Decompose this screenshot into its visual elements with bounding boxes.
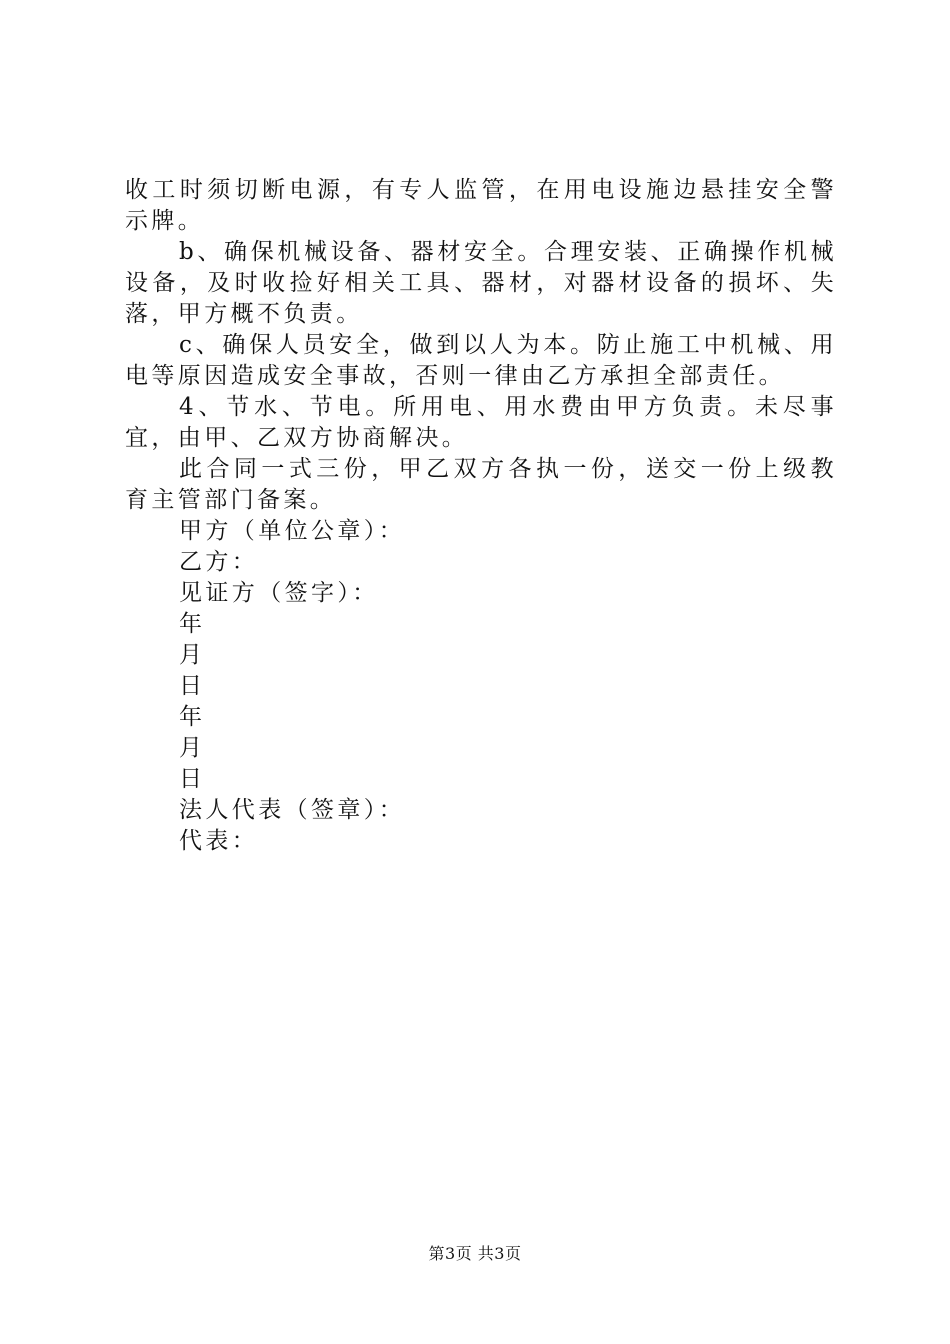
date-year-2: 年 bbox=[179, 704, 206, 730]
signature-witness: 见证方（签字）： bbox=[179, 580, 379, 606]
date-day-2: 日 bbox=[179, 766, 206, 792]
paragraph-personnel-safety: c、确保人员安全，做到以人为本。防止施工中机械、用电等原因造成安全事故，否则一律由乙方承担全部责任。 bbox=[125, 332, 837, 389]
date-month-1: 月 bbox=[179, 642, 206, 668]
paragraph-contract-copies: 此合同一式三份，甲乙双方各执一份，送交一份上级教育主管部门备案。 bbox=[125, 456, 837, 513]
signature-party-a: 甲方（单位公章）： bbox=[179, 518, 406, 544]
paragraph-equipment-safety: b、确保机械设备、器材安全。合理安装、正确操作机械设备，及时收捡好相关工具、器材，对器材设备的损坏、失落，甲方概不负责。 bbox=[125, 239, 837, 327]
date-year-1: 年 bbox=[179, 611, 206, 637]
document-body bbox=[125, 175, 837, 857]
signature-party-b: 乙方： bbox=[179, 549, 259, 575]
paragraph-water-electricity: 4、节水、节电。所用电、用水费由甲方负责。未尽事宜，由甲、乙双方协商解决。 bbox=[125, 394, 837, 451]
paragraph-safety-power: 收工时须切断电源，有专人监管，在用电设施边悬挂安全警示牌。 bbox=[125, 177, 837, 234]
signature-representative: 代表： bbox=[179, 828, 259, 854]
signature-legal-representative: 法人代表（签章）： bbox=[179, 797, 406, 823]
date-day-1: 日 bbox=[179, 673, 206, 699]
page-number-footer: 第3页 共3页 bbox=[428, 1244, 522, 1263]
date-month-2: 月 bbox=[179, 735, 206, 761]
